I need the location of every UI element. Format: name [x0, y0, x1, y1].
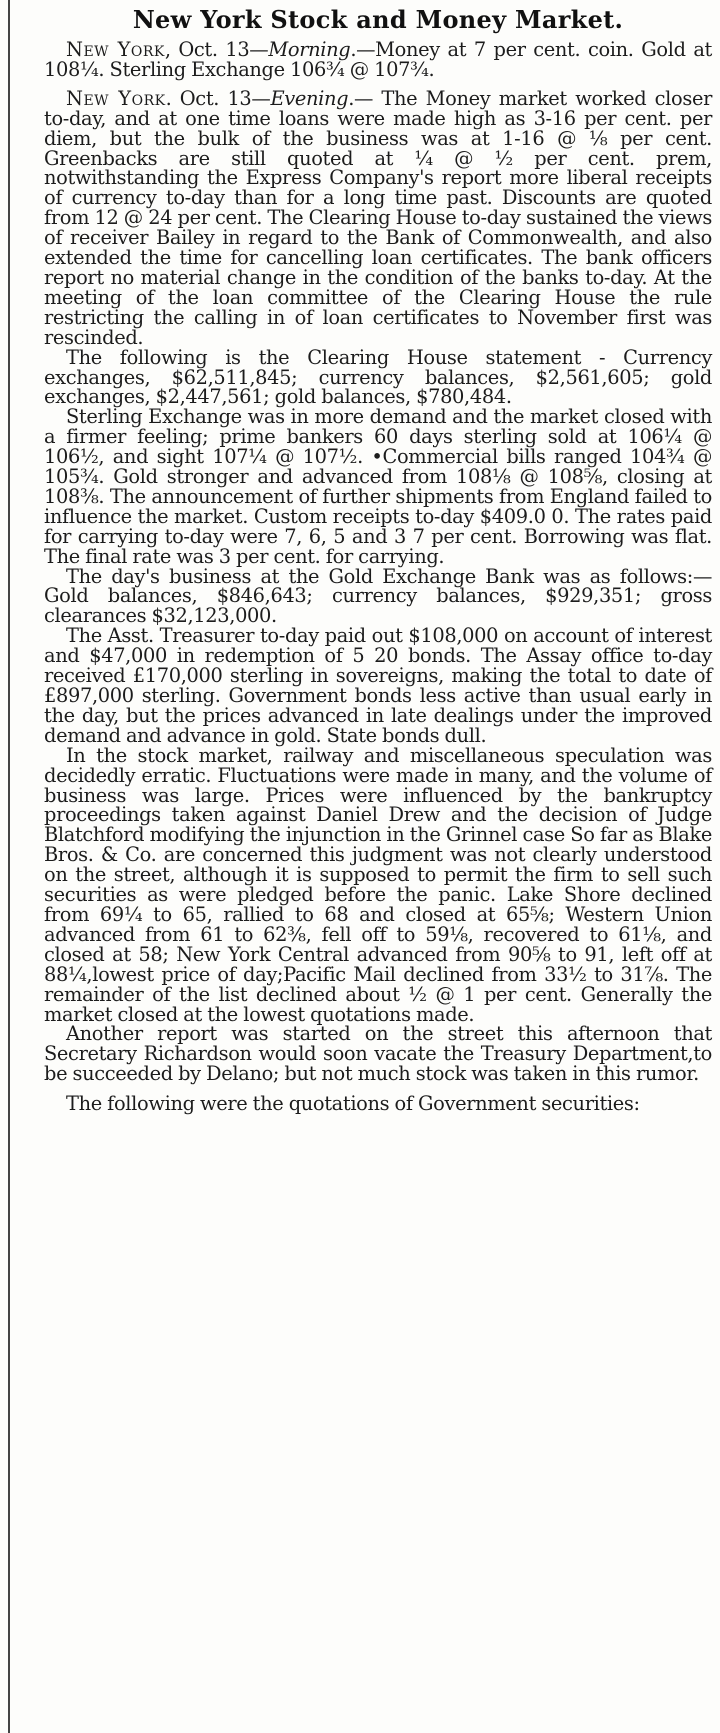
dateline: New York [66, 86, 166, 110]
paragraph-richardson-report: Another report was started on the street this afternoon that Secretary Richardson would soon vacate the Treasury Department,to be succeeded by Delano; but not much stock was taken in this rumor. [44, 1022, 712, 1086]
time-of-day: Morning [268, 38, 351, 61]
paragraph-text: .—Money at 7 per cent. coin. Gold at 108¼. Sterling Exchange 106¾ @ 107¾. [44, 38, 712, 81]
column-rule [8, 0, 10, 1733]
paragraph-morning [44, 40, 712, 80]
paragraph-gold-exchange-bank: The day's business at the Gold Exchange Bank was as follows:—Gold balances, $846,643; currency balances, $929,351; gross clearances $32,123,000. [44, 564, 712, 628]
paragraph-treasury: The Asst. Treasurer to-day paid out $108,000 on account of interest and $47,000 in redemption of 5 20 bonds. The Assay office to-day received £170,000 sterling in sovereigns, making the total to date of £897,000 sterling. Government bonds less active than usual early in the day, but the prices advanced in late dealings under the improved demand and advance in gold. State bonds dull. [44, 624, 712, 747]
dateline: New York [66, 38, 165, 61]
paragraph-stock-market: In the stock market, railway and miscellaneous speculation was decidedly erratic. Fluctuations were made in many, and the volume of business was large. Prices were influenced by the bankruptcy proceedings taken against Daniel Drew and the decision of Judge Blatchford modifying the injunction in the Grinnel case So far as Blake Bros. & Co. are concerned this judgment was not clearly understood on the street, although it is supposed to permit the firm to sell such securities as were pledged before the panic. Lake Shore declined from 69¼ to 65, rallied to 68 and closed at 65⅝; Western Union advanced from 61 to 62⅜, fell off to 59⅛, recovered to 61⅛, and closed at 58; New York Central advanced from 90⅝ to 91, left off at 88¼,lowest price of day;Pacific Mail declined from 33½ to 31⅞. The remainder of the list declined about ½ @ 1 per cent. Generally the market closed at the lowest quotations made. [44, 743, 712, 1026]
headline: New York Stock and Money Market. [132, 5, 624, 34]
paragraph-text: .— The Money market worked closer to-day, and at one time loans were made high as 3-16 per cent. per diem, but the bulk of the business was at 1-16 @ ⅛ per cent. Greenbacks are still quoted at ¼ @ ½ per cent. prem, notwithstanding the Express Company's report more liberal receipts of currency to-day than for a long time past. Discounts are quoted from 12 @ 24 per cent. The Clearing House to-day sustained the views of receiver Bailey in regard to the Bank of Commonwealth, and also extended the time for cancelling loan certificates. The bank officers report no material change in the condition of the banks to-day. At the meeting of the loan committee of the Clearing House the rule restricting the calling in of loan certificates to November first was rescinded. [44, 86, 712, 349]
paragraph-sterling-exchange: Sterling Exchange was in more demand and the market closed with a firmer feeling; prime bankers 60 days sterling sold at 106¼ @ 106½, and sight 107¼ @ 107½. •Commercial bills ranged 104¾ @ 105¾. Gold stronger and advanced from 108⅛ @ 108⅝, closing at 108⅜. The announcement of further shipments from England failed to influence the market. Custom receipts to-day $409.0 0. The rates paid for carrying to-day were 7, 6, 5 and 3 7 per cent. Borrowing was flat. The final rate was 3 per cent. for carrying. [44, 405, 712, 568]
paragraph-clearing-house: The following is the Clearing House statement - Currency exchanges, $62,511,845; currency balances, $2,561,605; gold exchanges, $2,447,561; gold balances, $780,484. [44, 345, 712, 409]
paragraph-evening [44, 86, 712, 349]
date: . Oct. 13— [165, 86, 271, 110]
date: , Oct. 13— [164, 38, 269, 61]
paragraph-quotations-intro: The following were the quotations of Government securities: [66, 1092, 640, 1116]
time-of-day: Evening [270, 86, 349, 110]
